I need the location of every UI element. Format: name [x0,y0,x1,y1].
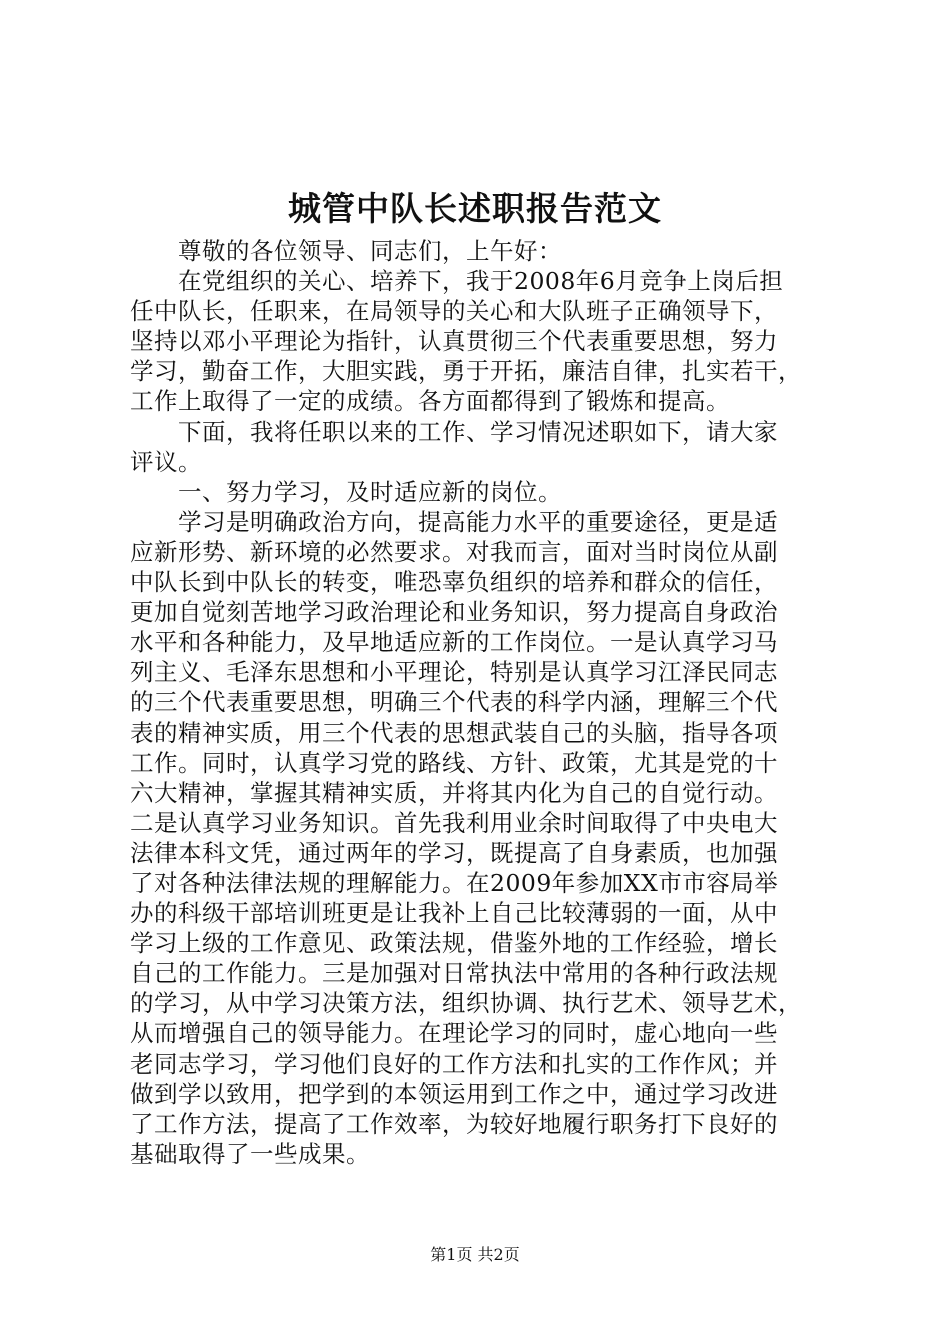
text-line: 中队长到中队长的转变，唯恐辜负组织的培养和群众的信任， [130,568,778,597]
text-line: 基础取得了一些成果。 [130,1139,370,1168]
text-line: 从而增强自己的领导能力。在理论学习的同时，虚心地向一些 [130,1019,778,1048]
text-line: 二是认真学习业务知识。首先我利用业余时间取得了中央电大 [130,808,778,837]
text-line: 一、努力学习，及时适应新的岗位。 [178,477,562,506]
text-line: 自己的工作能力。三是加强对日常执法中常用的各种行政法规 [130,959,778,988]
text-line: 办的科级干部培训班更是让我补上自己比较薄弱的一面，从中 [130,899,778,928]
text-line: 工作上取得了一定的成绩。各方面都得到了锻炼和提高。 [130,387,730,416]
text-line: 的三个代表重要思想，明确三个代表的科学内涵，理解三个代 [130,688,778,717]
text-line: 六大精神，掌握其精神实质，并将其内化为自己的自觉行动。 [130,778,778,807]
document-title: 城管中队长述职报告范文 [288,189,662,228]
text-line: 学习是明确政治方向，提高能力水平的重要途径，更是适 [178,507,778,536]
text-line: 列主义、毛泽东思想和小平理论，特别是认真学习江泽民同志 [130,658,778,687]
text-line: 做到学以致用，把学到的本领运用到工作之中，通过学习改进 [130,1079,778,1108]
text-line: 尊敬的各位领导、同志们，上午好： [178,237,562,265]
page-footer: 第1页 共2页 [430,1245,520,1264]
text-line: 水平和各种能力，及早地适应新的工作岗位。一是认真学习马 [130,628,778,657]
text-line: 应新形势、新环境的必然要求。对我而言，面对当时岗位从副 [130,537,778,566]
text-line: 学习上级的工作意见、政策法规，借鉴外地的工作经验，增长 [130,929,778,958]
text-line: 学习，勤奋工作，大胆实践，勇于开拓，廉洁自律，扎实若干， [130,357,802,386]
document-body [130,236,835,1169]
text-line: 评议。 [130,447,202,476]
text-line: 更加自觉刻苦地学习政治理论和业务知识，努力提高自身政治 [130,598,778,627]
text-line: 表的精神实质，用三个代表的思想武装自己的头脑，指导各项 [130,718,778,747]
text-line: 下面，我将任职以来的工作、学习情况述职如下，请大家 [178,417,778,446]
text-line: 工作。同时，认真学习党的路线、方针、政策，尤其是党的十 [130,748,778,777]
text-line: 在党组织的关心、培养下，我于2008年6月竞争上岗后担 [178,267,784,296]
text-line: 了对各种法律法规的理解能力。在2009年参加XX市市容局举 [130,868,779,897]
text-line: 的学习，从中学习决策方法，组织协调、执行艺术、领导艺术， [130,989,802,1018]
text-line: 了工作方法，提高了工作效率，为较好地履行职务打下良好的 [130,1109,778,1138]
text-line: 坚持以邓小平理论为指针，认真贯彻三个代表重要思想，努力 [130,327,778,356]
text-line: 任中队长，任职来，在局领导的关心和大队班子正确领导下， [130,297,778,326]
text-line: 法律本科文凭，通过两年的学习，既提高了自身素质，也加强 [130,838,778,867]
text-line: 老同志学习，学习他们良好的工作方法和扎实的工作作风；并 [130,1049,778,1078]
